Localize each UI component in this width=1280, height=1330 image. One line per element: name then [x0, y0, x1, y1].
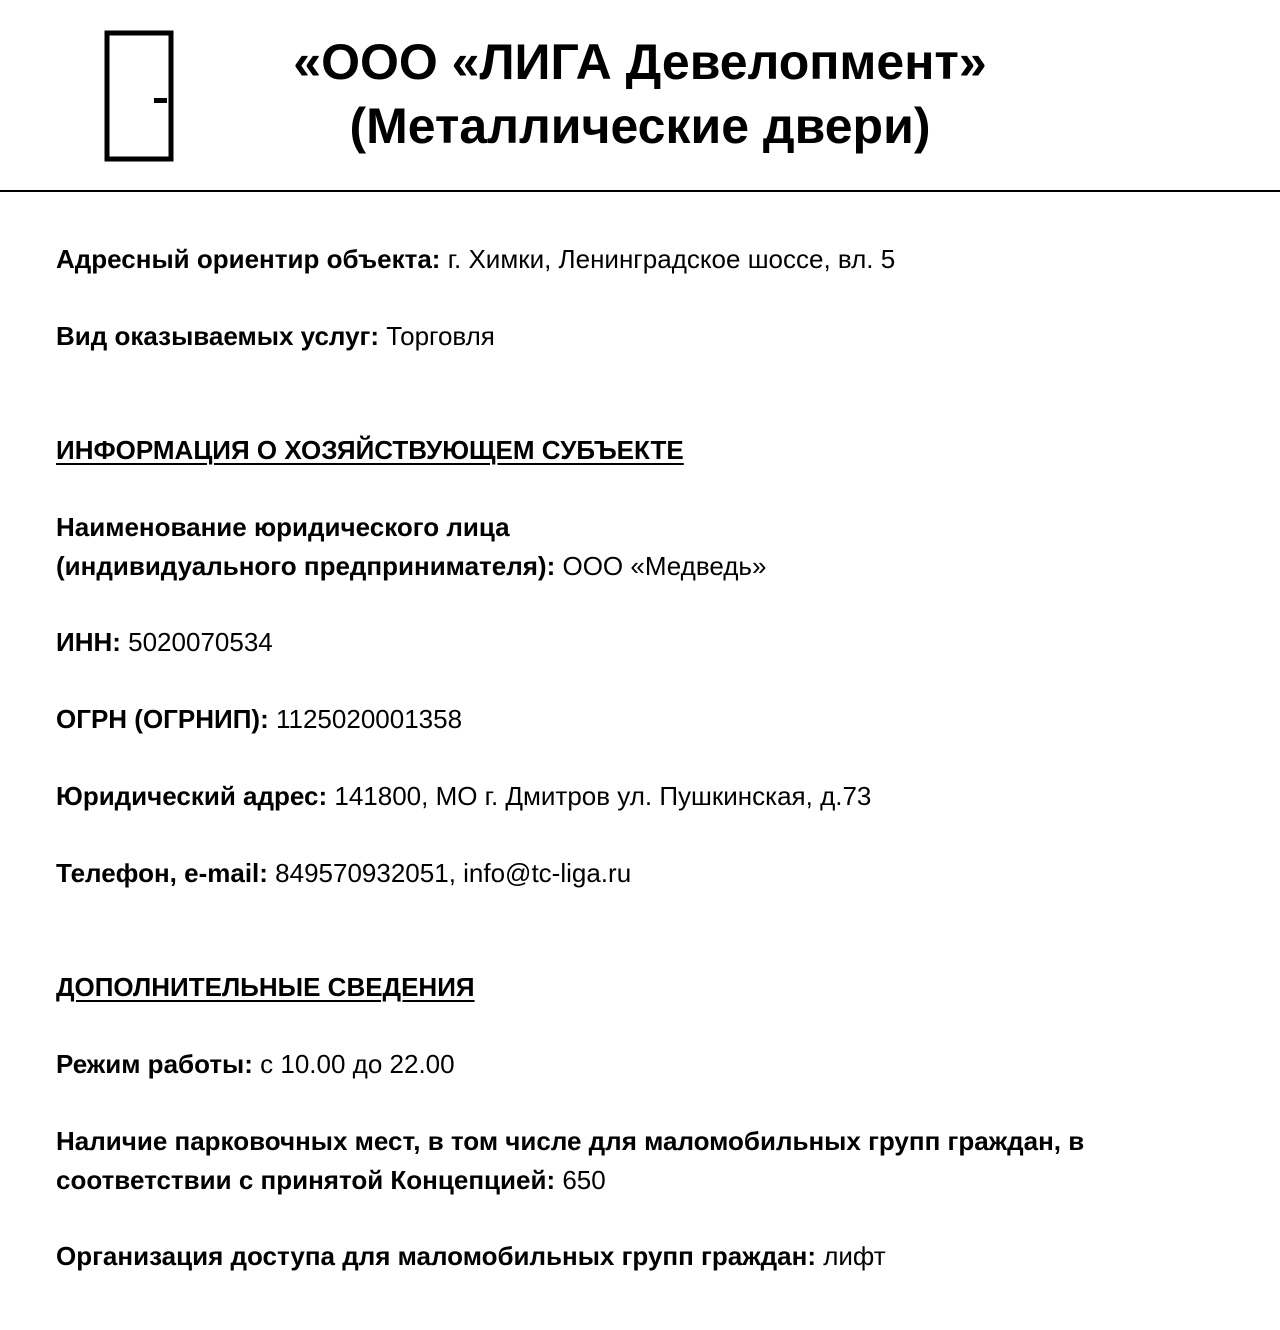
additional-section-title: ДОПОЛНИТЕЛЬНЫЕ СВЕДЕНИЯ	[56, 972, 475, 1002]
access-label: Организация доступа для маломобильных групп граждан:	[56, 1241, 816, 1271]
page-title	[200, 30, 1080, 158]
access-value: лифт	[823, 1241, 886, 1271]
header	[0, 0, 1280, 192]
contact-label: Телефон, e-mail:	[56, 858, 268, 888]
door-icon	[104, 30, 174, 162]
title-line-1: «ООО «ЛИГА Девелопмент»	[293, 34, 987, 90]
legal-address-label: Юридический адрес:	[56, 781, 328, 811]
service-value: Торговля	[386, 321, 495, 351]
inn-label: ИНН:	[56, 627, 121, 657]
ogrn-row	[56, 700, 1236, 739]
hours-row	[56, 1045, 1236, 1084]
address-row	[56, 240, 1236, 279]
entity-name-label-line2: (индивидуального предпринимателя):	[56, 551, 556, 581]
title-line-2: (Металлические двери)	[349, 98, 931, 154]
entity-name-value: ООО «Медведь»	[562, 551, 767, 581]
entity-name-row	[56, 508, 1236, 586]
entity-section-title: ИНФОРМАЦИЯ О ХОЗЯЙСТВУЮЩЕМ СУБЪЕКТЕ	[56, 435, 684, 465]
hours-value: с 10.00 до 22.00	[260, 1049, 455, 1079]
entity-name-label-line1: Наименование юридического лица	[56, 512, 510, 542]
legal-address-row	[56, 777, 1236, 816]
parking-row	[56, 1122, 1186, 1200]
service-label: Вид оказываемых услуг:	[56, 321, 380, 351]
legal-address-value: 141800, МО г. Дмитров ул. Пушкинская, д.73	[334, 781, 872, 811]
parking-value: 650	[562, 1165, 606, 1195]
hours-label: Режим работы:	[56, 1049, 253, 1079]
access-row	[56, 1237, 1236, 1276]
contact-value: 849570932051, info@tc-liga.ru	[275, 858, 632, 888]
service-row	[56, 317, 1236, 356]
contact-row	[56, 854, 1236, 893]
address-value: г. Химки, Ленинградское шоссе, вл. 5	[447, 244, 896, 274]
inn-value: 5020070534	[128, 627, 273, 657]
ogrn-value: 1125020001358	[275, 704, 463, 734]
inn-row	[56, 623, 1236, 662]
parking-label: Наличие парковочных мест, в том числе для маломобильных групп граждан, в соответствии с принятой Концепцией:	[56, 1126, 1085, 1195]
address-label: Адресный ориентир объекта:	[56, 244, 441, 274]
ogrn-label: ОГРН (ОГРНИП):	[56, 704, 269, 734]
